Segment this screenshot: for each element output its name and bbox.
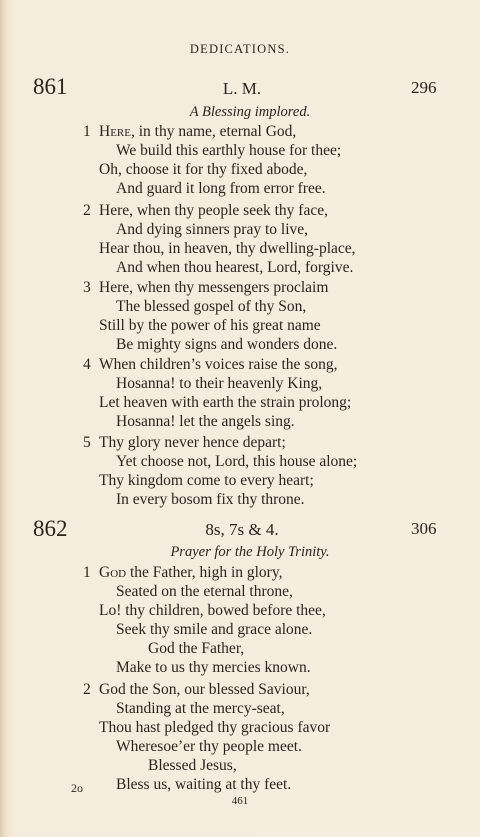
tune-number: 296 [411, 78, 437, 97]
verse-line: Here, when thy messengers proclaim [99, 279, 329, 296]
verse-line: Let heaven with earth the strain prolong; [99, 394, 352, 411]
verse-line [99, 123, 296, 141]
verse-line: And when thou hearest, Lord, forgive. [116, 259, 354, 276]
verse-number: 5 [83, 434, 91, 451]
verse-first-word: Here, [99, 123, 135, 140]
hymn-subtitle: Prayer for the Holy Trinity. [170, 544, 330, 560]
verse-line: Thy kingdom come to every heart; [99, 472, 314, 489]
verse-line: Standing at the mercy-seat, [116, 700, 285, 717]
verse-line [99, 564, 282, 582]
verse-line: Here, when thy people seek thy face, [99, 202, 328, 219]
hymn-meter: L. M. [222, 79, 262, 98]
verse-line: Hosanna! to their heavenly King, [116, 375, 323, 392]
hymn-meter: 8s, 7s & 4. [205, 520, 279, 539]
verse-line: When children’s voices raise the song, [99, 356, 338, 373]
verse-line: Thy glory never hence depart; [99, 434, 286, 451]
verse-line: Be mighty signs and wonders done. [116, 336, 338, 353]
hymn-number: 861 [33, 74, 68, 99]
verse-number: 1 [83, 123, 91, 140]
page-number: 461 [231, 795, 249, 807]
signature-mark: 2o [71, 781, 83, 795]
verse-line: In every bosom fix thy throne. [116, 491, 305, 508]
verse-first-word: God [99, 564, 127, 581]
verse-number: 1 [83, 564, 91, 581]
tune-number: 306 [411, 519, 437, 538]
verse-line-text: the Father, high in glory, [126, 564, 283, 581]
verse-number: 2 [83, 681, 91, 698]
verse-line: Oh, choose it for thy fixed abode, [99, 161, 308, 178]
verse-line-text: in thy name, eternal God, [134, 123, 297, 140]
verse-number: 4 [83, 356, 91, 373]
verse-line: Blessed Jesus, [148, 757, 237, 774]
verse-line: Hosanna! let the angels sing. [116, 413, 295, 430]
verse-line: Yet choose not, Lord, this house alone; [116, 453, 358, 470]
verse-number: 2 [83, 202, 91, 219]
verse-line: Make to us thy mercies known. [116, 659, 311, 676]
verse-line: God the Son, our blessed Saviour, [99, 681, 310, 698]
verse-line: Still by the power of his great name [99, 317, 321, 334]
verse-line: Wheresoe’er thy people meet. [116, 738, 302, 755]
verse-line: Thou hast pledged thy gracious favor [99, 719, 331, 736]
verse-line: We build this earthly house for thee; [116, 142, 342, 159]
verse-line: Seek thy smile and grace alone. [116, 621, 313, 638]
verse-line: And dying sinners pray to live, [116, 221, 309, 238]
running-header: DEDICATIONS. [189, 42, 291, 56]
verse-line: Hear thou, in heaven, thy dwelling-place, [99, 240, 356, 257]
verse-line: And guard it long from error free. [116, 180, 326, 197]
verse-line: Bless us, waiting at thy feet. [116, 776, 292, 793]
verse-line: Seated on the eternal throne, [116, 583, 293, 600]
verse-line: The blessed gospel of thy Son, [116, 298, 307, 315]
hymn-number: 862 [33, 516, 68, 541]
verse-line: God the Father, [148, 640, 245, 657]
verse-line: Lo! thy children, bowed before thee, [99, 602, 326, 619]
verse-number: 3 [83, 279, 91, 296]
hymn-subtitle: A Blessing implored. [189, 104, 311, 120]
